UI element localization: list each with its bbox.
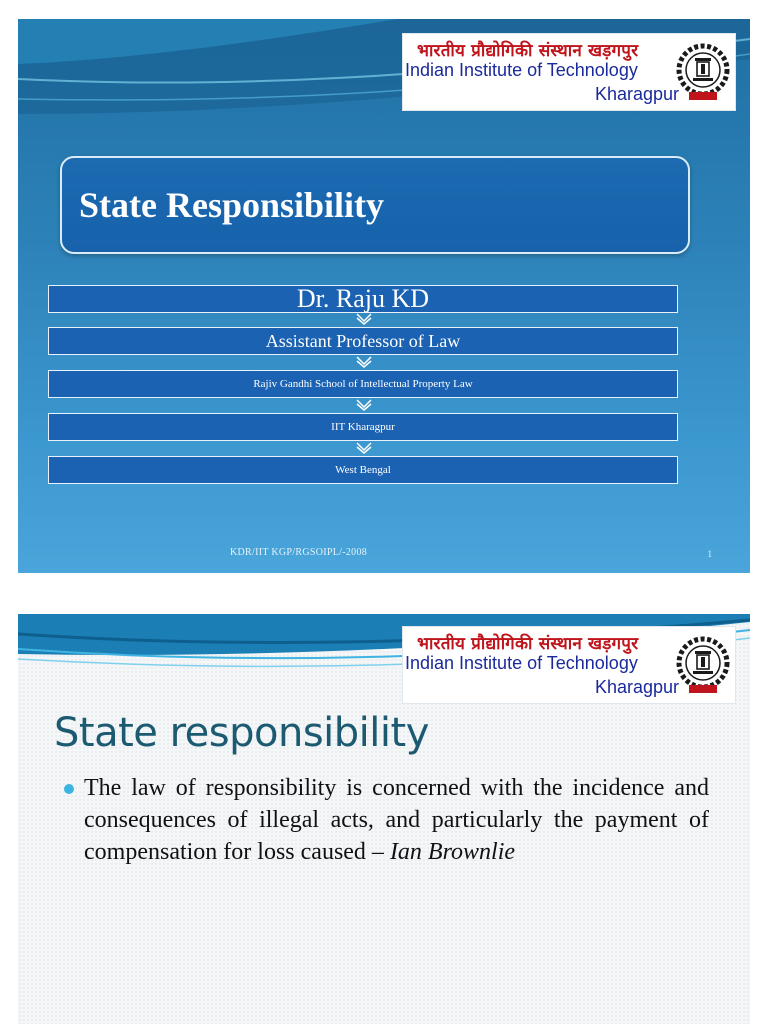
chevron-down-icon — [356, 313, 372, 325]
logo-hindi-text: भारतीय प्रौद्योगिकी संस्थान खड़गपुर — [417, 634, 639, 654]
bullet-icon — [64, 784, 74, 794]
logo-hindi-text: भारतीय प्रौद्योगिकी संस्थान खड़गपुर — [417, 41, 639, 61]
title-box — [60, 156, 690, 254]
state-box — [48, 456, 678, 484]
logo-english-line1: Indian Institute of Technology — [405, 653, 638, 673]
logo-english-line2: Kharagpur — [594, 677, 679, 697]
presenter-name: Dr. Raju KD — [296, 284, 430, 313]
slide-title: State Responsibility — [79, 185, 385, 225]
presenter-name-box — [48, 285, 678, 313]
logo-english-line2: Kharagpur — [594, 84, 679, 104]
iit-kharagpur-emblem-icon — [675, 42, 731, 104]
position-box — [48, 327, 678, 355]
page-number: 1 — [707, 549, 712, 559]
content-slide — [18, 614, 750, 1024]
school-label: Rajiv Gandhi School of Intellectual Property Law — [253, 378, 473, 390]
state-label: West Bengal — [335, 464, 391, 476]
institute-label: IIT Kharagpur — [331, 421, 395, 433]
slide-footer: KDR/IIT KGP/RGSOIPL/-2008 — [230, 547, 368, 558]
iit-kgp-logo — [402, 33, 736, 111]
logo-english-line1: Indian Institute of Technology — [405, 60, 638, 80]
chevron-down-icon — [356, 356, 372, 368]
iit-kgp-logo — [402, 626, 736, 704]
title-slide — [18, 19, 750, 573]
school-box — [48, 370, 678, 398]
slide-title: State responsibility — [54, 710, 429, 756]
chevron-down-icon — [356, 442, 372, 454]
quote-text: The law of responsibility is concerned with the incidence and consequences of illegal acts, and particularly the payment of compensation for loss caused – — [84, 775, 709, 865]
position-label: Assistant Professor of Law — [265, 331, 461, 351]
bullet-paragraph — [84, 772, 709, 868]
quote-author: Ian Brownlie — [389, 839, 516, 865]
institute-box — [48, 413, 678, 441]
chevron-down-icon — [356, 399, 372, 411]
iit-kharagpur-emblem-icon — [675, 635, 731, 697]
